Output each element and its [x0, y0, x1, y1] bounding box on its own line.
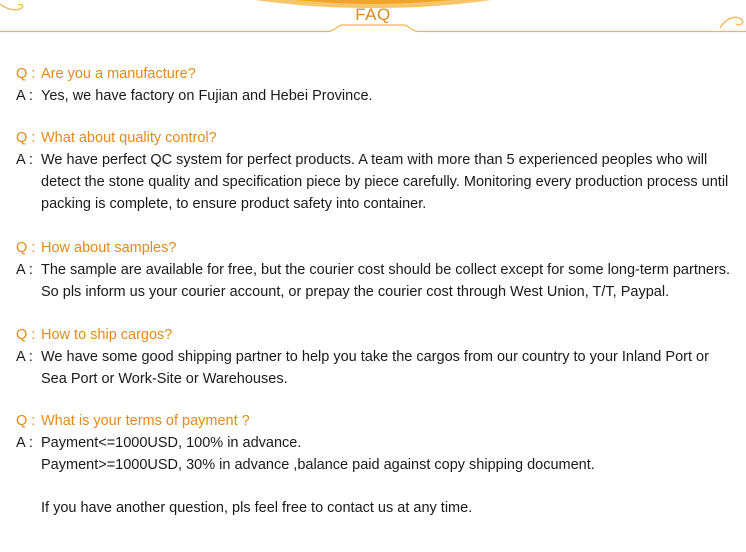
faq-answer: [16, 432, 738, 476]
question-prefix: Q :: [16, 327, 36, 343]
answer-text: The sample are available for free, but the courier cost should be collect except for some long-term partners.: [41, 262, 731, 278]
faq-title: FAQ: [355, 5, 391, 24]
answer-text: We have perfect QC system for perfect products. A team with more than 5 experienced peoples who will detect the stone quality and specification piece by piece carefully. Monitoring every production process until packing is complete, to ensure product safety into container.: [41, 152, 729, 212]
question-prefix: Q :: [16, 240, 36, 256]
faq-list: [16, 63, 738, 519]
answer-text-continued: Payment>=1000USD, 30% in advance ,balance paid against copy shipping document.: [41, 457, 595, 473]
question-text: What is your terms of payment ?: [41, 413, 250, 429]
faq-question: [16, 324, 738, 346]
answer-text: Yes, we have factory on Fujian and Hebei Province.: [41, 88, 373, 104]
question-text: Are you a manufacture?: [41, 66, 196, 82]
question-text: What about quality control?: [41, 130, 217, 146]
faq-question: [16, 410, 738, 432]
faq-answer: [16, 149, 738, 215]
closing-note: If you have another question, pls feel free to contact us at any time.: [41, 500, 473, 516]
answer-prefix: A :: [16, 262, 33, 278]
faq-item-payment: [16, 410, 738, 476]
answer-text: Payment<=1000USD, 100% in advance.: [41, 435, 302, 451]
faq-answer: [16, 346, 738, 390]
answer-prefix: A :: [16, 435, 33, 451]
question-prefix: Q :: [16, 130, 36, 146]
faq-answer: [16, 85, 738, 107]
faq-divider: [0, 25, 746, 32]
question-prefix: Q :: [16, 66, 36, 82]
faq-question: [16, 127, 738, 149]
faq-question: [16, 237, 738, 259]
faq-item-manufacturer: [16, 63, 738, 107]
answer-text-continued: So pls inform us your courier account, or prepay the courier cost through West Union, T/T, Paypal.: [41, 284, 670, 300]
answer-prefix: A :: [16, 88, 33, 104]
answer-prefix: A :: [16, 349, 33, 365]
question-text: How about samples?: [41, 240, 177, 256]
faq-item-quality-control: [16, 127, 738, 215]
question-prefix: Q :: [16, 413, 36, 429]
answer-prefix: A :: [16, 152, 33, 168]
answer-text: We have some good shipping partner to help you take the cargos from our country to your Inland Port or Sea Port or Work-Site or Warehouses.: [41, 349, 709, 387]
faq-question: [16, 63, 738, 85]
question-text: How to ship cargos?: [41, 327, 173, 343]
faq-item-samples: [16, 237, 738, 303]
faq-item-shipping: [16, 324, 738, 390]
faq-banner: [0, 0, 746, 45]
faq-answer: [16, 259, 738, 303]
